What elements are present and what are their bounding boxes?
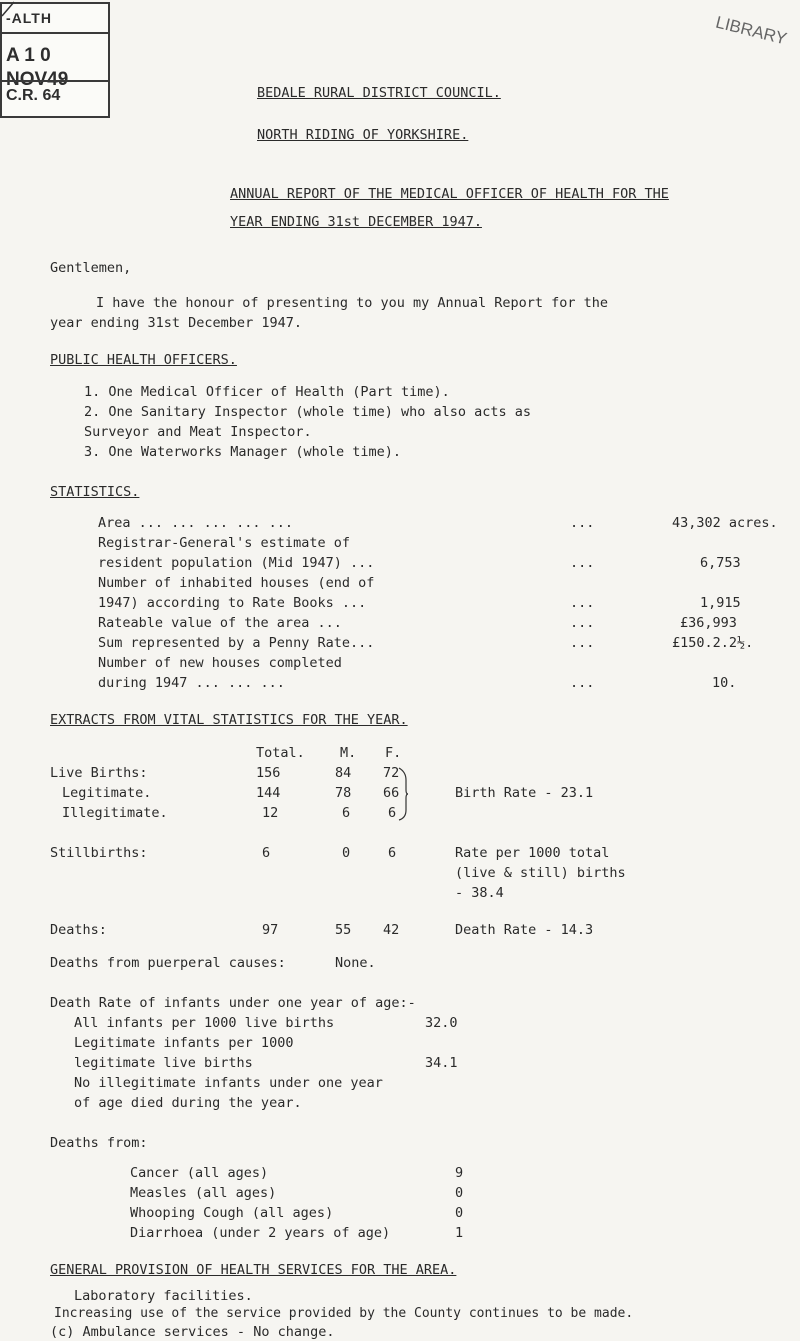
infant-value: 34.1	[425, 1055, 458, 1071]
stillbirth-rate-line: Rate per 1000 total	[455, 845, 610, 861]
vital-column-headers	[0, 745, 800, 765]
vital-total: 97	[262, 922, 279, 938]
stat-value: 1,915	[700, 595, 741, 611]
stillbirth-rate-line: (live & still) births	[455, 865, 626, 881]
stat-row	[0, 555, 800, 575]
stamp-divider	[2, 80, 108, 82]
vital-female: 6	[388, 845, 397, 861]
puerperal-value: None.	[335, 955, 376, 971]
stat-row	[0, 575, 800, 595]
deaths-from-row	[0, 1185, 800, 1205]
general-item: Laboratory facilities.	[74, 1288, 253, 1304]
stamp-top-text: -ALTH	[6, 10, 52, 26]
infant-heading: Death Rate of infants under one year of age:-	[50, 995, 416, 1011]
officer-item: 1. One Medical Officer of Health (Part time).	[84, 384, 450, 400]
stat-row	[0, 615, 800, 635]
vital-female: 72	[383, 765, 400, 781]
general-provision-heading: GENERAL PROVISION OF HEALTH SERVICES FOR THE AREA.	[50, 1262, 457, 1278]
stat-label: during 1947 ... ... ...	[98, 675, 285, 691]
officer-item: Surveyor and Meat Inspector.	[84, 424, 312, 440]
stat-label: Registrar-General's estimate of	[98, 535, 350, 551]
stat-label: Sum represented by a Penny Rate...	[98, 635, 375, 651]
brace-mark	[397, 766, 409, 822]
vital-female: 6	[388, 805, 397, 821]
stat-label: Area ... ... ... ... ...	[98, 515, 294, 531]
stat-value: 6,753	[700, 555, 741, 571]
stat-row	[0, 655, 800, 675]
birth-rate: Birth Rate - 23.1	[455, 785, 594, 801]
stat-dots: ...	[570, 555, 595, 571]
deaths-from-row	[0, 1165, 800, 1185]
riding-name: NORTH RIDING OF YORKSHIRE.	[257, 127, 469, 143]
stat-label: resident population (Mid 1947) ...	[98, 555, 375, 571]
vital-total: 6	[262, 845, 271, 861]
intro-line-1: I have the honour of presenting to you my Annual Report for the	[96, 295, 609, 311]
vital-label: Live Births:	[50, 765, 148, 781]
stat-value: 43,302 acres.	[672, 515, 778, 531]
stat-dots: ...	[570, 635, 595, 651]
intro-line-2: year ending 31st December 1947.	[50, 315, 302, 331]
stat-row	[0, 635, 800, 655]
cause-count: 1	[455, 1225, 464, 1241]
infant-label: All infants per 1000 live births	[74, 1015, 335, 1031]
stat-row	[0, 515, 800, 535]
stat-row	[0, 675, 800, 695]
vital-total: 156	[256, 765, 281, 781]
col-female: F.	[385, 745, 402, 761]
general-item: (c) Ambulance services - No change.	[50, 1324, 335, 1340]
cause-label: Measles (all ages)	[130, 1185, 277, 1201]
report-title-line-1: ANNUAL REPORT OF THE MEDICAL OFFICER OF HEALTH FOR THE	[230, 186, 669, 202]
col-total: Total.	[256, 745, 305, 761]
library-stamp-text: LIBRARY	[713, 12, 789, 49]
stamp-divider	[2, 32, 108, 34]
vital-female: 42	[383, 922, 400, 938]
stillbirth-rate-value: - 38.4	[455, 885, 504, 901]
vital-label: Legitimate.	[62, 785, 152, 801]
salutation: Gentlemen,	[50, 260, 132, 276]
vital-male: 0	[342, 845, 351, 861]
stat-label: Rateable value of the area ...	[98, 615, 342, 631]
vital-row	[0, 885, 800, 905]
public-health-heading: PUBLIC HEALTH OFFICERS.	[50, 352, 237, 368]
council-name: BEDALE RURAL DISTRICT COUNCIL.	[257, 85, 501, 101]
vital-male: 84	[335, 765, 352, 781]
col-male: M.	[340, 745, 357, 761]
stat-dots: ...	[570, 615, 595, 631]
infant-row	[0, 1055, 800, 1075]
cause-count: 9	[455, 1165, 464, 1181]
stat-value: £150.2.2½.	[672, 635, 754, 651]
stat-label: Number of new houses completed	[98, 655, 342, 671]
stat-label: 1947) according to Rate Books ...	[98, 595, 367, 611]
officer-item: 2. One Sanitary Inspector (whole time) who also acts as	[84, 404, 532, 420]
vital-row-deaths	[0, 922, 800, 942]
stat-value: £36,993	[680, 615, 737, 631]
officer-item: 3. One Waterworks Manager (whole time).	[84, 444, 401, 460]
deaths-from-heading: Deaths from:	[50, 1135, 148, 1151]
stat-dots: ...	[570, 595, 595, 611]
received-stamp	[0, 2, 110, 118]
infant-row	[0, 1015, 800, 1035]
infant-note: No illegitimate infants under one year	[74, 1075, 383, 1091]
puerperal-row	[0, 955, 800, 975]
stamp-ref-text: C.R. 64	[6, 87, 61, 104]
vital-male: 55	[335, 922, 352, 938]
infant-row	[0, 1035, 800, 1055]
infant-label: Legitimate infants per 1000	[74, 1035, 294, 1051]
vital-stats-heading: EXTRACTS FROM VITAL STATISTICS FOR THE YEAR.	[50, 712, 408, 728]
infant-note: of age died during the year.	[74, 1095, 302, 1111]
stat-label: Number of inhabited houses (end of	[98, 575, 375, 591]
cause-count: 0	[455, 1185, 464, 1201]
vital-label: Illegitimate.	[62, 805, 168, 821]
vital-male: 78	[335, 785, 352, 801]
stat-dots: ...	[570, 675, 595, 691]
stamp-date-text: A 1 0 NOV49	[6, 45, 69, 90]
general-item: Increasing use of the service provided by the County continues to be made.	[54, 1306, 634, 1321]
vital-total: 144	[256, 785, 281, 801]
vital-row	[0, 865, 800, 885]
puerperal-label: Deaths from puerperal causes:	[50, 955, 286, 971]
report-title-line-2: YEAR ENDING 31st DECEMBER 1947.	[230, 214, 482, 230]
vital-female: 66	[383, 785, 400, 801]
cause-label: Diarrhoea (under 2 years of age)	[130, 1225, 391, 1241]
vital-label: Stillbirths:	[50, 845, 148, 861]
stat-row	[0, 535, 800, 555]
death-rate: Death Rate - 14.3	[455, 922, 594, 938]
deaths-from-row	[0, 1225, 800, 1245]
stat-dots: ...	[570, 515, 595, 531]
infant-value: 32.0	[425, 1015, 458, 1031]
stat-row	[0, 595, 800, 615]
statistics-heading: STATISTICS.	[50, 484, 140, 500]
cause-label: Cancer (all ages)	[130, 1165, 269, 1181]
vital-row-stillbirths	[0, 845, 800, 865]
cause-count: 0	[455, 1205, 464, 1221]
vital-total: 12	[262, 805, 279, 821]
deaths-from-row	[0, 1205, 800, 1225]
vital-male: 6	[342, 805, 351, 821]
cause-label: Whooping Cough (all ages)	[130, 1205, 334, 1221]
corner-tick-mark	[0, 0, 30, 18]
infant-label: legitimate live births	[74, 1055, 253, 1071]
vital-label: Deaths:	[50, 922, 107, 938]
stat-value: 10.	[712, 675, 737, 691]
